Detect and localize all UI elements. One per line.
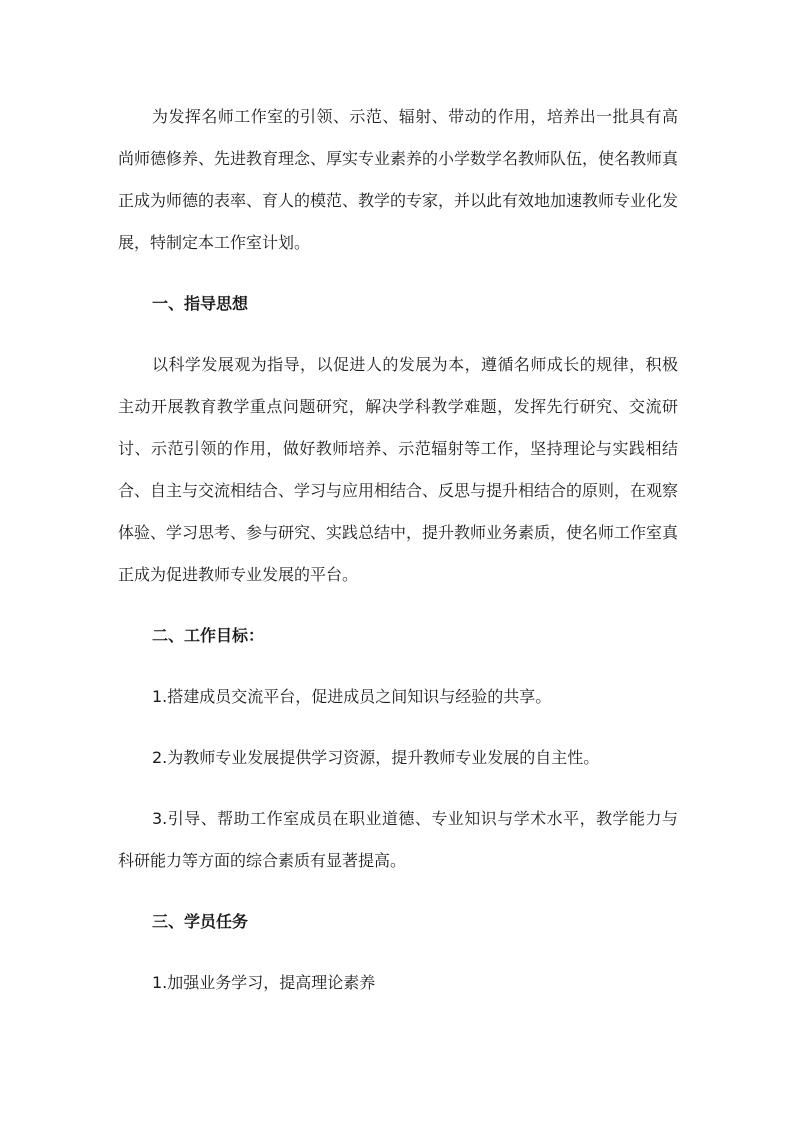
document-page (118, 96, 678, 1004)
goal-item-1: 1.搭建成员交流平台，促进成员之间知识与经验的共享。 (152, 687, 552, 706)
section-heading-member-tasks: 三、学员任务 (152, 912, 249, 931)
guiding-ideology-paragraph: 以科学发展观为指导，以促进人的发展为本，遵循名师成长的规律，积极主动开展教育教学重点问题研究，解决学科教学难题，发挥先行研究、交流研讨、示范引领的作用，做好教师培养、示范辐射等工作，坚持理论与实践相结合、自主与交流相结合、学习与应用相结合、反思与提升相结合的原则，在观察体验、学习思考、参与研究、实践总结中，提升教师业务素质，使名师工作室真正成为促进教师专业发展的平台。 (118, 355, 679, 584)
section-heading-work-goals: 二、工作目标： (152, 626, 265, 645)
section-heading-guiding-ideology: 一、指导思想 (152, 294, 249, 313)
goal-item-3: 3.引导、帮助工作室成员在职业道德、专业知识与学术水平，教学能力与科研能力等方面的综合素质有显著提高。 (118, 809, 678, 870)
task-item-1: 1.加强业务学习，提高理论素养 (152, 973, 376, 992)
goal-item-2: 2.为教师专业发展提供学习资源，提升教师专业发展的自主性。 (152, 748, 600, 767)
intro-paragraph: 为发挥名师工作室的引领、示范、辐射、带动的作用，培养出一批具有高尚师德修养、先进教育理念、厚实专业素养的小学数学名教师队伍，使名教师真正成为师德的表率、育人的模范、教学的专家，并以此有效地加速教师专业化发展，特制定本工作室计划。 (118, 107, 679, 252)
